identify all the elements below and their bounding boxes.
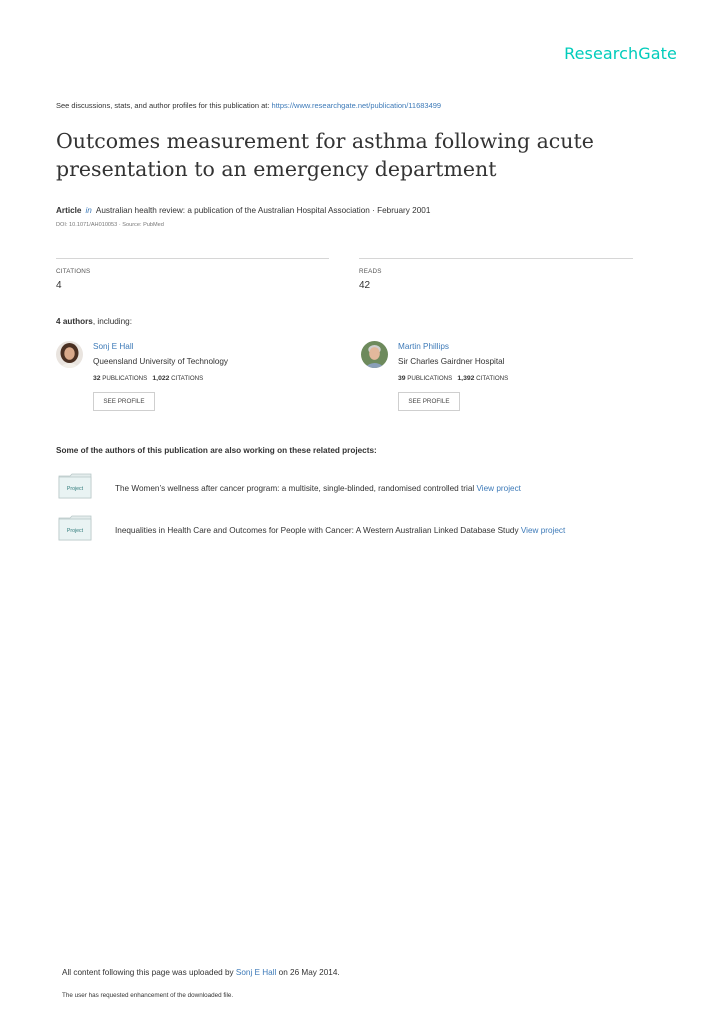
author-1-citations-label: CITATIONS bbox=[171, 375, 204, 382]
authors-including: , including: bbox=[92, 317, 133, 326]
project-tag-2: Project bbox=[66, 528, 84, 534]
project-2-view-link[interactable]: View project bbox=[520, 526, 566, 535]
see-profile-button-author-2[interactable]: SEE PROFILE bbox=[398, 392, 460, 411]
researchgate-logo[interactable]: ResearchGate bbox=[564, 44, 677, 63]
citations-divider bbox=[56, 258, 329, 259]
reads-label: READS bbox=[359, 268, 382, 275]
project-tag-1: Project bbox=[66, 486, 84, 492]
author-1-institution: Queensland University of Technology bbox=[93, 357, 229, 366]
upload-suffix: on 26 May 2014. bbox=[278, 968, 340, 977]
author-1-name[interactable]: Sonj E Hall bbox=[93, 342, 134, 351]
author-2-stats bbox=[398, 375, 508, 382]
author-2-institution: Sir Charles Gairdner Hospital bbox=[398, 357, 505, 366]
authors-heading bbox=[56, 317, 132, 326]
article-meta bbox=[56, 206, 430, 215]
author-1-stats bbox=[93, 375, 203, 382]
authors-count: 4 authors bbox=[56, 317, 93, 326]
project-1-title: The Women’s wellness after cancer program: a multisite, single-blinded, randomised controlled trial bbox=[115, 484, 475, 493]
project-folder-icon-2[interactable] bbox=[58, 515, 92, 541]
projects-heading: Some of the authors of this publication are also working on these related projects: bbox=[56, 446, 377, 455]
reads-divider bbox=[359, 258, 633, 259]
author-2-publications-label: PUBLICATIONS bbox=[407, 375, 453, 382]
article-type: Article bbox=[56, 206, 82, 215]
project-2 bbox=[115, 526, 565, 535]
discussion-line bbox=[56, 101, 441, 110]
doi-source: DOI: 10.1071/AH010053 · Source: PubMed bbox=[56, 222, 164, 228]
discussion-text: See discussions, stats, and author profiles for this publication at: bbox=[56, 101, 270, 110]
project-1 bbox=[115, 484, 521, 493]
avatar-author-1[interactable] bbox=[56, 341, 83, 368]
project-1-view-link[interactable]: View project bbox=[476, 484, 521, 493]
in-word: in bbox=[85, 206, 92, 215]
author-1-publications: 32 bbox=[93, 375, 101, 382]
uploader-link[interactable]: Sonj E Hall bbox=[235, 968, 277, 977]
author-1-publications-label: PUBLICATIONS bbox=[102, 375, 148, 382]
upload-prefix: All content following this page was uploaded by bbox=[62, 968, 234, 977]
project-folder-icon-1[interactable] bbox=[58, 473, 92, 499]
citations-label: CITATIONS bbox=[56, 268, 91, 275]
author-1-citations: 1,022 bbox=[152, 375, 170, 382]
author-2-citations-label: CITATIONS bbox=[476, 375, 509, 382]
author-2-publications: 39 bbox=[398, 375, 406, 382]
avatar-author-2[interactable] bbox=[361, 341, 388, 368]
publication-url-link[interactable]: https://www.researchgate.net/publication/11683499 bbox=[271, 101, 442, 110]
author-2-citations: 1,392 bbox=[457, 375, 475, 382]
see-profile-button-author-1[interactable]: SEE PROFILE bbox=[93, 392, 155, 411]
journal-name: Australian health review: a publication of the Australian Hospital Association · February 2001 bbox=[95, 206, 431, 215]
enhancement-note: The user has requested enhancement of the downloaded file. bbox=[62, 992, 234, 999]
article-title: Outcomes measurement for asthma following acute presentation to an emergency department bbox=[56, 129, 594, 181]
author-2-name[interactable]: Martin Phillips bbox=[398, 342, 449, 351]
project-2-title: Inequalities in Health Care and Outcomes for People with Cancer: A Western Australian Linked Database Study bbox=[115, 526, 519, 535]
upload-notice bbox=[62, 968, 340, 977]
citations-value: 4 bbox=[56, 280, 62, 291]
reads-value: 42 bbox=[359, 280, 371, 291]
